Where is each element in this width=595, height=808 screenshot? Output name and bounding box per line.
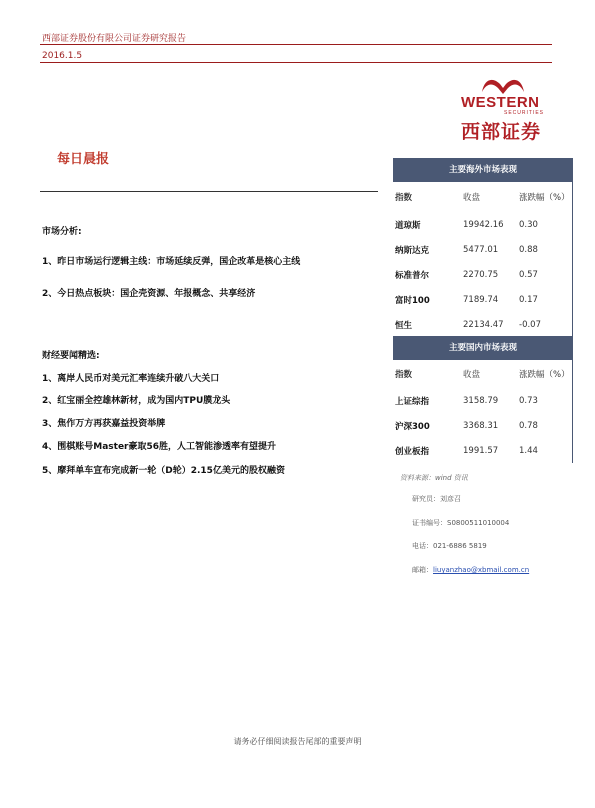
index-name: 富时100 [395,295,430,306]
table-row [393,262,573,287]
domestic-market-table [393,360,573,463]
index-change: 0.88 [519,244,538,255]
report-date: 2016.1.5 [42,51,83,61]
col-header-change: 涨跌幅（%） [519,193,570,203]
index-change: 0.17 [519,294,538,305]
index-close: 3158.79 [463,395,499,406]
domestic-panel-title: 主要国内市场表现 [393,336,573,360]
index-close: 5477.01 [463,244,499,255]
index-change: 0.78 [519,420,538,431]
index-name: 恒生 [395,320,413,331]
index-change: 1.44 [519,445,538,456]
index-name: 标准普尔 [395,270,430,281]
company-name: 西部证券股份有限公司证券研究报告 [42,34,187,44]
col-header-name: 指数 [395,193,413,203]
table-row [393,438,573,463]
market-heading: 市场分析: [42,227,82,237]
header-divider-bottom [40,62,552,63]
logo-text-sub: SECURITIES [504,110,545,116]
email-label: 邮箱： [412,566,433,574]
logo-text-cn: 西部证券 [461,121,542,143]
index-change: 0.57 [519,269,538,280]
email-link[interactable]: liuyanzhao@xbmail.com.cn [433,566,530,574]
index-close: 19942.16 [463,219,504,230]
index-close: 22134.47 [463,319,504,330]
report-title: 每日晨报 [57,152,110,167]
table-row [393,312,573,337]
index-change: 0.30 [519,219,538,230]
col-header-name: 指数 [395,370,413,380]
table-row [393,413,573,438]
header-divider [40,44,552,45]
domestic-market-panel [393,336,573,463]
table-row [393,237,573,262]
bull-horns-icon [478,74,528,96]
overseas-market-panel [393,158,573,337]
index-name: 沪深300 [395,421,430,432]
col-header-close: 收盘 [463,370,481,380]
certificate-number: 证书编号：S0800511010004 [412,519,510,527]
index-name: 纳斯达克 [395,245,430,256]
table-header-row [393,182,573,212]
table-row [393,212,573,237]
index-close: 1991.57 [463,445,499,456]
news-item: 2、红宝丽全控雄林新材，成为国内TPU膜龙头 [42,396,231,406]
phone-number: 电话：021-6886 5819 [412,542,487,550]
index-close: 7189.74 [463,294,499,305]
col-header-close: 收盘 [463,193,481,203]
col-header-change: 涨跌幅（%） [519,370,570,380]
index-change: -0.07 [519,319,541,330]
data-source: 资料来源：wind 资讯 [400,474,468,482]
news-heading: 财经要闻精选: [42,351,100,361]
news-item: 5、摩拜单车宣布完成新一轮（D轮）2.15亿美元的股权融资 [42,466,285,476]
market-item: 2、今日热点板块：国企壳资源、年报概念、共享经济 [42,289,256,299]
logo-text-en: WESTERN [461,94,540,111]
footer-disclaimer: 请务必仔细阅读报告尾部的重要声明 [233,737,362,746]
email-line [412,565,529,575]
table-row [393,388,573,413]
title-divider [40,191,378,192]
overseas-panel-title: 主要海外市场表现 [393,158,573,182]
market-item: 1、昨日市场运行逻辑主线：市场延续反弹，国企改革是核心主线 [42,257,301,267]
table-row [393,287,573,312]
index-change: 0.73 [519,395,538,406]
index-name: 创业板指 [395,446,430,457]
news-item: 1、离岸人民币对美元汇率连续升破八大关口 [42,374,220,384]
news-item: 3、焦作万方再获嘉益投资举牌 [42,419,166,429]
index-close: 3368.31 [463,420,499,431]
index-name: 道琼斯 [395,220,421,231]
index-name: 上证综指 [395,396,430,407]
overseas-market-table [393,182,573,337]
index-close: 2270.75 [463,269,499,280]
table-header-row [393,360,573,388]
analyst-name: 研究员：刘彦召 [412,495,461,503]
news-item: 4、围棋账号Master豪取56胜，人工智能渗透率有望提升 [42,442,277,452]
